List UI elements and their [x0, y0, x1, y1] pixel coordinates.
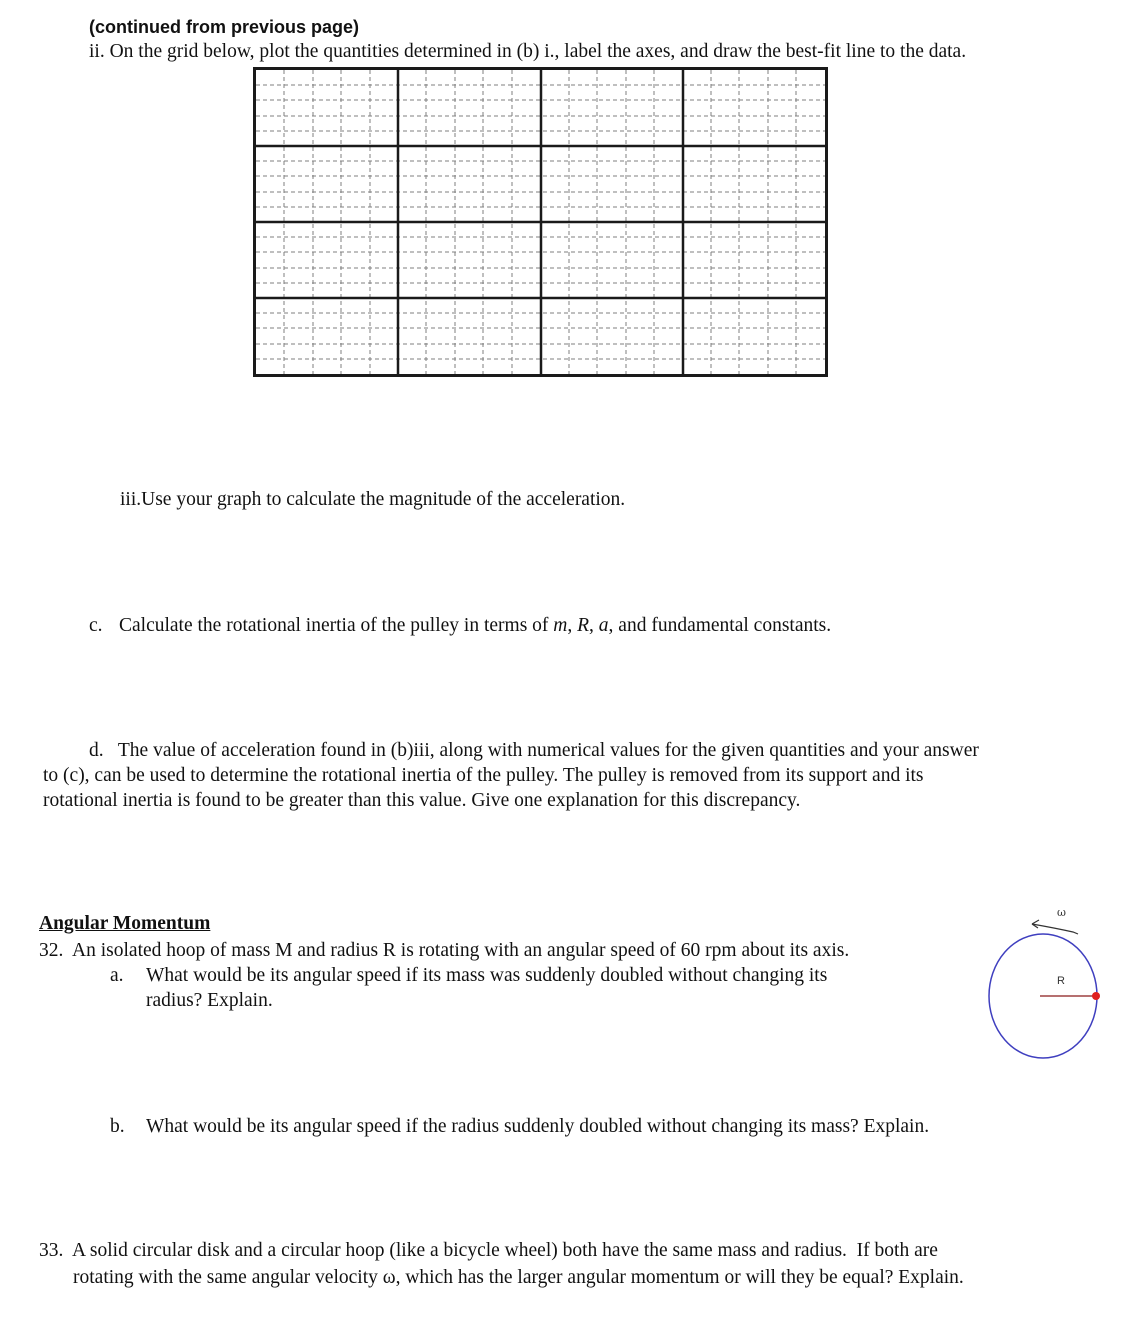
question-33-line1: 33. A solid circular disk and a circular hoop (like a bicycle wheel) both have the same mass and radius. If both are	[39, 1240, 938, 1261]
question-d-line1: d. The value of acceleration found in (b)iii, along with numerical values for the given quantities and your answer	[89, 740, 979, 761]
rotating-hoop-icon	[975, 900, 1115, 1070]
question-33-line2: rotating with the same angular velocity ω, which has the larger angular momentum or will they be equal? Explain.	[73, 1267, 964, 1288]
question-32a-line1: What would be its angular speed if its mass was suddenly doubled without changing its	[146, 965, 828, 986]
question-c-text-before: Calculate the rotational inertia of the pulley in terms of	[119, 615, 554, 636]
question-c-text-after: , and fundamental constants.	[608, 615, 832, 636]
hoop-diagram	[975, 900, 1115, 1070]
question-b-iii: iii.Use your graph to calculate the magnitude of the acceleration.	[120, 489, 626, 510]
question-32b	[110, 1114, 929, 1139]
question-32a-label: a.	[110, 965, 124, 986]
question-d-line2: to (c), can be used to determine the rotational inertia of the pulley. The pulley is removed from its support and its	[43, 765, 924, 786]
question-c-label: c.	[89, 615, 103, 636]
question-b-ii: ii. On the grid below, plot the quantities determined in (b) i., label the axes, and draw the best-fit line to the data.	[89, 41, 967, 62]
question-c	[89, 613, 831, 638]
question-32b-label: b.	[110, 1116, 125, 1137]
question-32a	[110, 963, 827, 988]
question-32a-line2: radius? Explain.	[146, 990, 273, 1011]
section-heading-angular-momentum: Angular Momentum	[39, 913, 211, 934]
var-m: m	[553, 615, 568, 636]
separator: ,	[567, 615, 578, 636]
continued-label: (continued from previous page)	[89, 17, 360, 37]
question-32-stem: 32. An isolated hoop of mass M and radius R is rotating with an angular speed of 60 rpm about its axis.	[39, 940, 850, 961]
grid-lines	[256, 70, 825, 374]
omega-label: ω	[1057, 906, 1066, 919]
radius-label: R	[1057, 975, 1065, 987]
graph-grid[interactable]	[253, 67, 828, 377]
question-32b-text: What would be its angular speed if the radius suddenly doubled without changing its mass? Explain.	[146, 1116, 930, 1137]
question-d-line3: rotational inertia is found to be greater than this value. Give one explanation for this discrepancy.	[43, 790, 801, 811]
separator: ,	[589, 615, 599, 636]
var-R: R	[577, 615, 590, 636]
var-a: a	[598, 615, 609, 636]
